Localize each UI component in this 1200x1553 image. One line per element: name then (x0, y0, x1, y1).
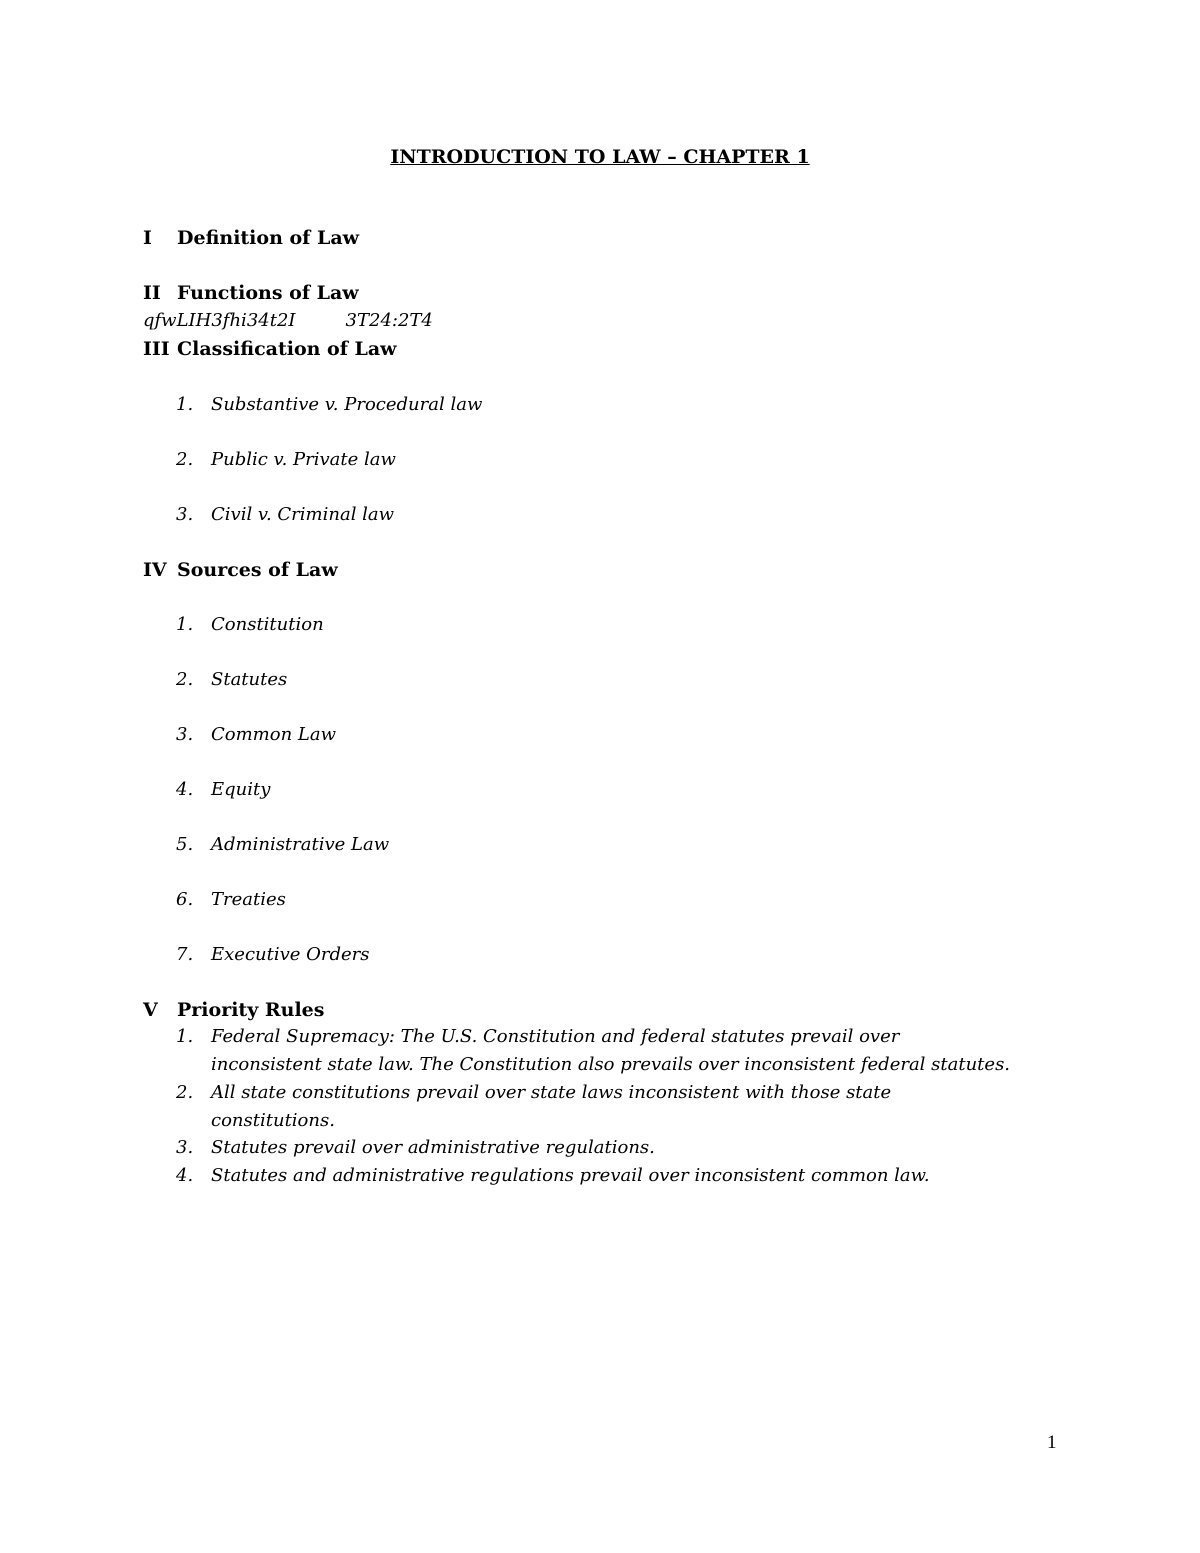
stray-text-line (143, 309, 433, 333)
list-text: Federal Supremacy: The U.S. Constitution and federal statutes prevail over (211, 1026, 900, 1047)
list-number: 4. (176, 779, 194, 800)
list-text: Common Law (211, 724, 336, 745)
list-item (176, 448, 396, 472)
list-number: 2. (176, 669, 194, 690)
page-number: 1 (1047, 1432, 1057, 1453)
section-title: Sources of Law (177, 559, 338, 581)
list-item (176, 1081, 891, 1105)
list-number: 5. (176, 834, 194, 855)
list-text: Civil v. Criminal law (211, 504, 395, 525)
stray-text: qfwLIH3fhi34t2I (143, 310, 296, 331)
list-number: 2. (176, 1082, 194, 1103)
list-item (176, 1136, 655, 1160)
list-text: Statutes prevail over administrative regulations. (211, 1137, 655, 1158)
list-number: 3. (176, 724, 194, 745)
list-item (176, 503, 394, 527)
list-number: 7. (176, 944, 194, 965)
section-title: Classification of Law (177, 338, 397, 360)
section-number: II (143, 282, 161, 304)
list-text: Statutes and administrative regulations prevail over inconsistent common law. (211, 1165, 930, 1186)
list-item (176, 943, 370, 967)
list-item-continuation: inconsistent state law. The Constitution also prevails over inconsistent federal statutes. (211, 1054, 1011, 1075)
section-number: IV (143, 559, 167, 581)
section-number: V (143, 999, 158, 1021)
list-text: Constitution (211, 614, 324, 635)
list-item (176, 393, 482, 417)
list-item-continuation: constitutions. (211, 1110, 335, 1131)
section-heading-5 (143, 998, 324, 1022)
list-text: Substantive v. Procedural law (211, 394, 483, 415)
list-item (176, 613, 324, 637)
section-number: I (143, 227, 152, 249)
list-number: 3. (176, 1137, 194, 1158)
section-heading-2 (143, 281, 359, 305)
list-number: 1. (176, 394, 194, 415)
list-number: 6. (176, 889, 194, 910)
list-item (176, 1164, 930, 1188)
list-item (176, 888, 286, 912)
section-heading-1 (143, 226, 359, 250)
list-number: 2. (176, 449, 194, 470)
list-item (176, 668, 287, 692)
list-text: Public v. Private law (211, 449, 396, 470)
list-item (176, 833, 389, 857)
list-number: 4. (176, 1165, 194, 1186)
list-number: 3. (176, 504, 194, 525)
list-item (176, 778, 270, 802)
list-text: Treaties (211, 889, 286, 910)
list-text: Administrative Law (211, 834, 390, 855)
section-title: Priority Rules (177, 999, 325, 1021)
list-text: Executive Orders (211, 944, 370, 965)
section-heading-4 (143, 558, 338, 582)
list-number: 1. (176, 1026, 194, 1047)
list-text: Equity (211, 779, 271, 800)
list-item (176, 1025, 899, 1049)
section-heading-3 (143, 337, 397, 361)
section-title: Functions of Law (177, 282, 359, 304)
document-title: INTRODUCTION TO LAW – CHAPTER 1 (390, 146, 810, 168)
section-title: Definition of Law (177, 227, 359, 249)
list-item (176, 723, 336, 747)
stray-text: 3T24:2T4 (345, 310, 433, 331)
list-number: 1. (176, 614, 194, 635)
list-text: Statutes (211, 669, 288, 690)
list-text: All state constitutions prevail over state laws inconsistent with those state (211, 1082, 892, 1103)
section-number: III (143, 338, 170, 360)
